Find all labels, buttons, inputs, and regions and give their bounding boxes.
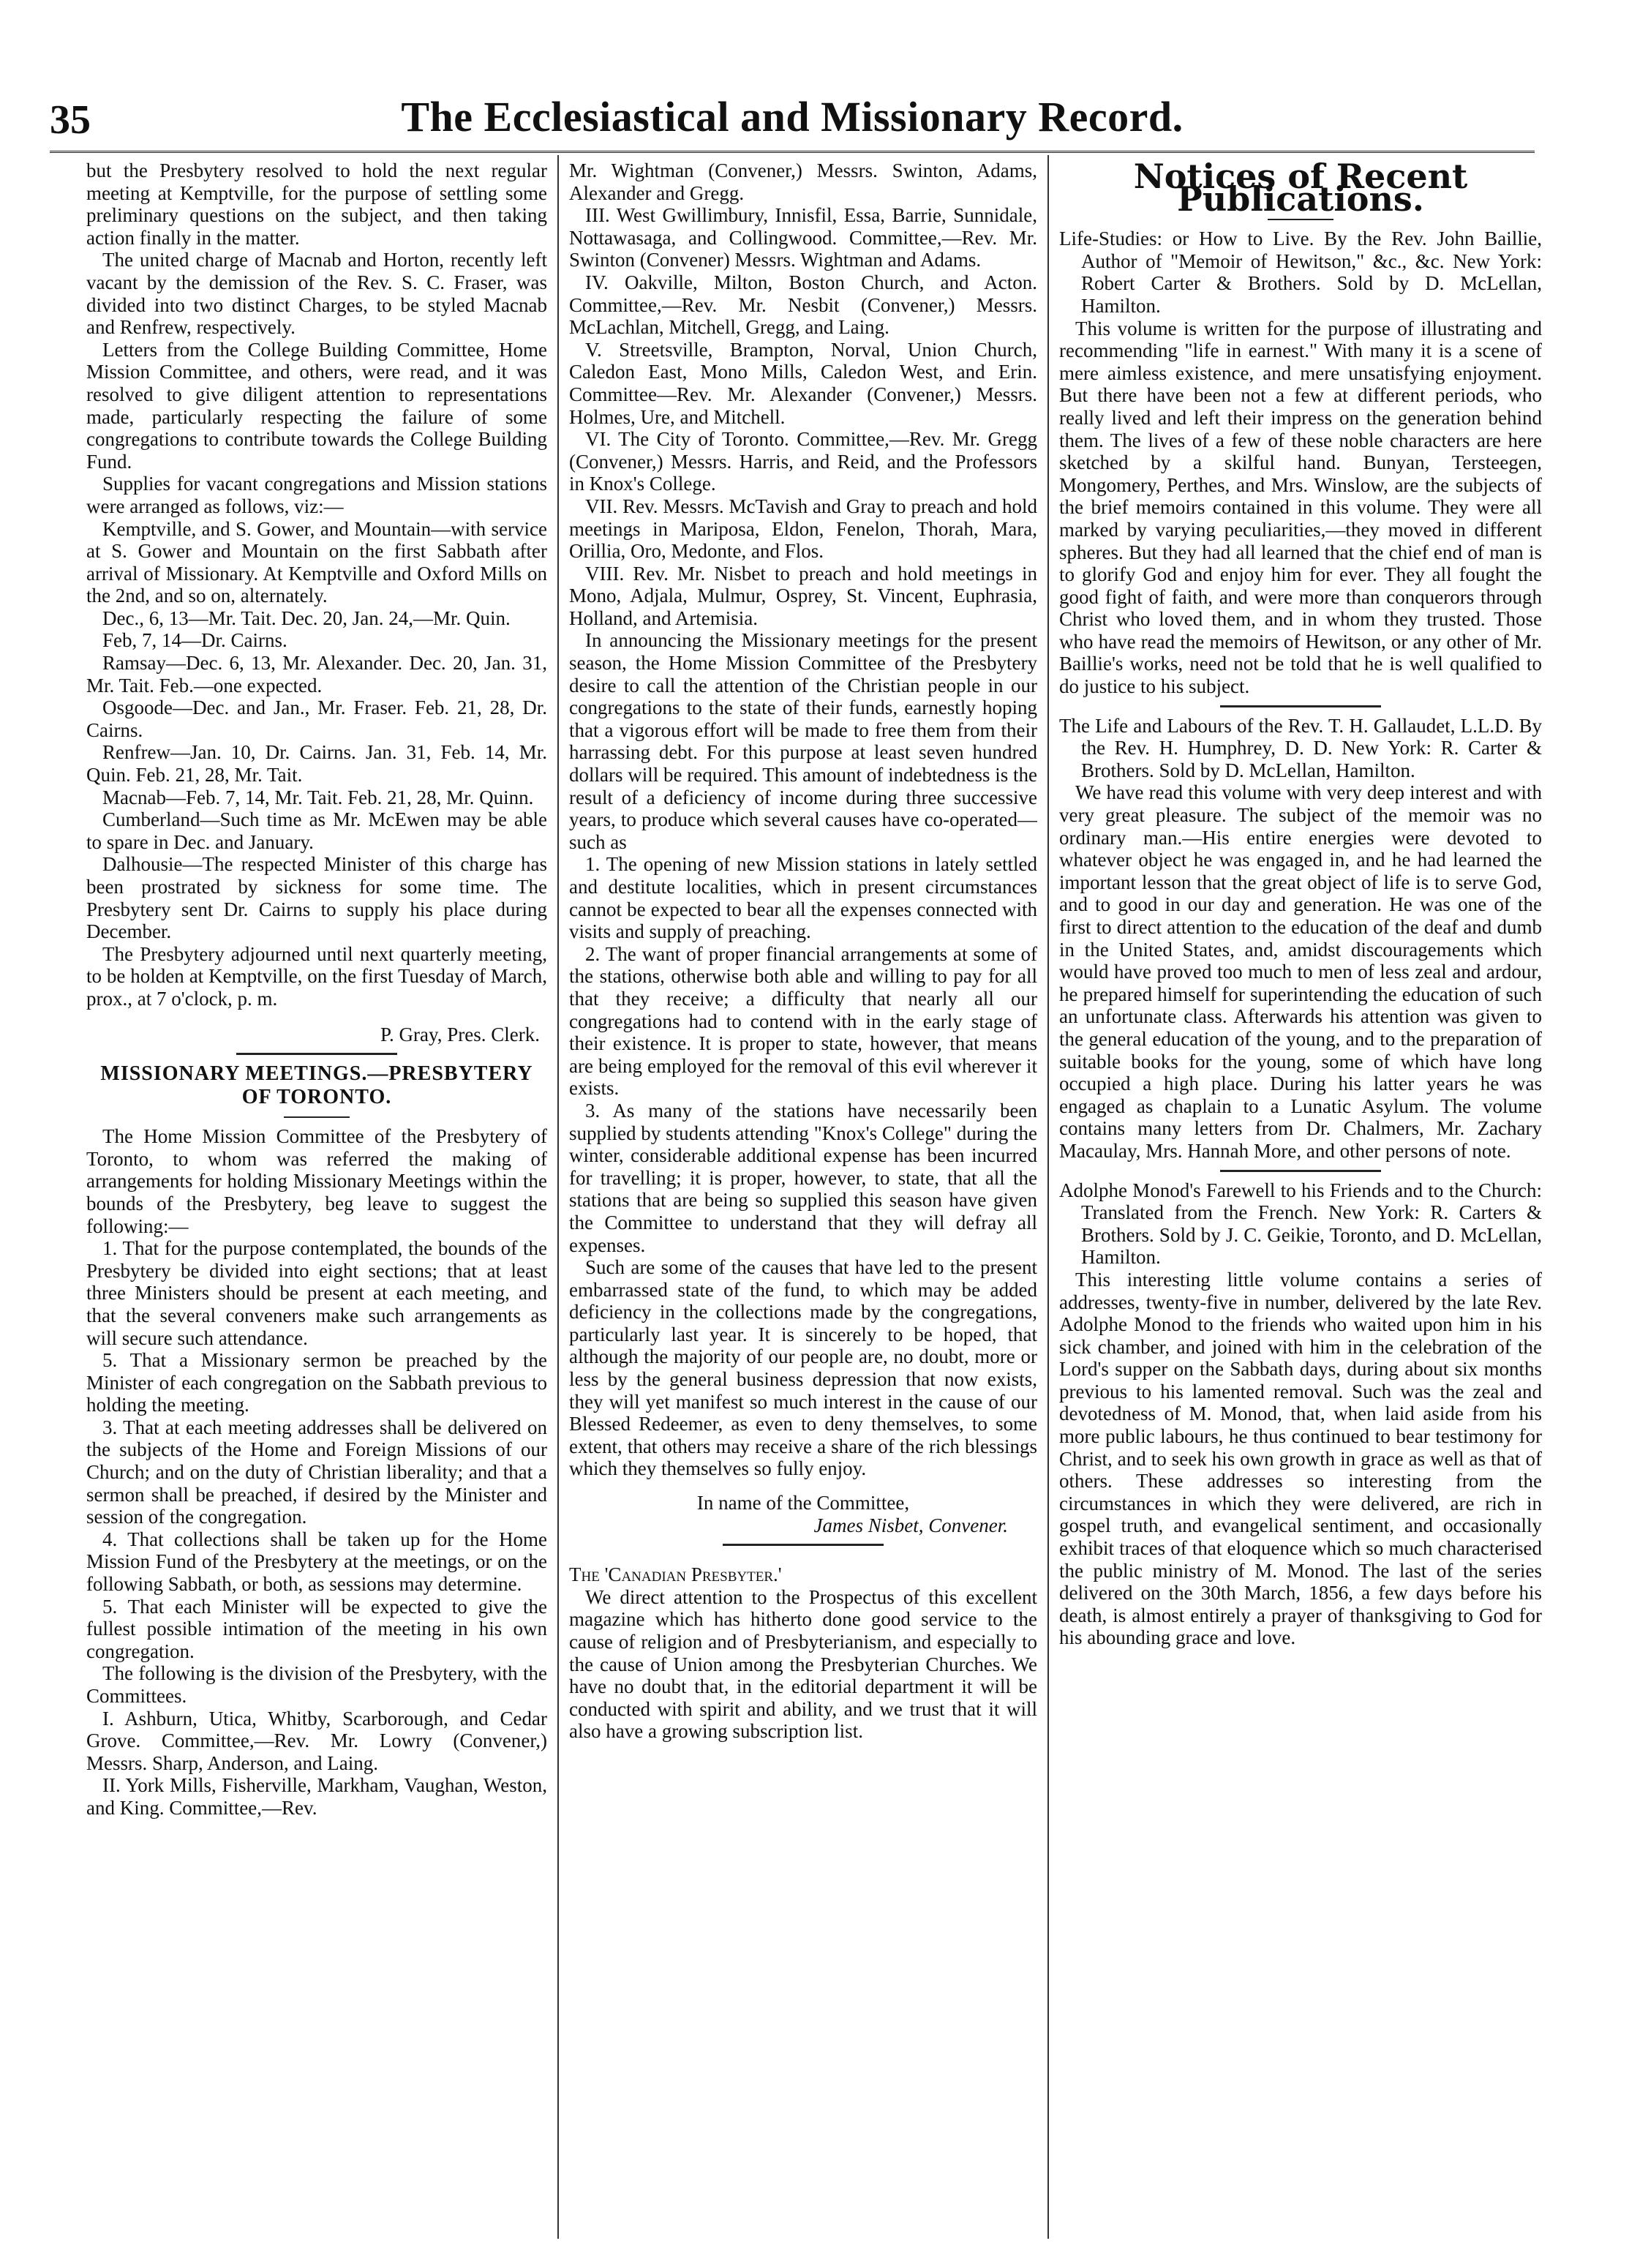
- paragraph: Supplies for vacant congregations and Mission stations were arranged as follows, viz:—: [86, 473, 547, 517]
- section-separator: [1220, 1170, 1381, 1172]
- paragraph: 4. That collections shall be taken up for the Home Mission Fund of the Presbytery at the meetings, or on the following Sabbath, or both, as sessions may determine.: [86, 1528, 547, 1596]
- paragraph: Dec., 6, 13—Mr. Tait. Dec. 20, Jan. 24,—Mr. Quin.: [102, 607, 511, 629]
- paragraph: 2. The want of proper financial arrangements at some of the stations, otherwise both able and willing to pay for all that they receive; a difficulty that nearly all our congregations had to contend with in the early stage of their existence. It is proper to state, however, that means are being employed for the removal of this evil wherever it exists.: [569, 942, 1037, 1100]
- paragraph: Cumberland—Such time as Mr. McEwen may be able to spare in Dec. and January.: [86, 808, 547, 853]
- paragraph: Such are some of the causes that have led to the present embarrassed state of the fund, to which may be added deficiency in the collections made by the congregations, particularly last year. It is sincerely to be hoped, that although the majority of our people are, no doubt, more or less by the general business depression that now exists, they will yet manifest so much interest in the cause of our Blessed Redeemer, as even to deny themselves, to some extent, that others may receive a share of the rich blessings which they themselves so fully enjoy.: [569, 1256, 1037, 1480]
- running-title: The Ecclesiastical and Missionary Record.: [401, 93, 1184, 140]
- paragraph: Letters from the College Building Committee, Home Mission Committee, and others, were read, and it was resolved to give diligent attention to representations made, particularly respecting the failure of some congregations to contribute towards the College Building Fund.: [86, 338, 547, 473]
- paragraph: We have read this volume with very deep interest and with very great pleasure. The subject of the memoir was no ordinary man.—His entire energies were devoted to whatever object he was engaged in, and he had learned the important lesson that the great object of life is to serve God, and to good in our day and generation. He was one of the first to direct attention to the education of the deaf and dumb in the United States, and, amidst discouragements which would have proved too much to men of less zeal and ardour, he prepared himself for superintending the education of such an unfortunate class. Afterwards his attention was given to the general education of the young, and to the preparation of suitable books for the young, some of which have long occupied a high place. During his latter years he was engaged as chaplain to a Lunatic Asylum. The volume contains many letters from Dr. Chalmers, Mr. Zachary Macaulay, Mrs. Hannah More, and other persons of note.: [1059, 781, 1542, 1162]
- clerk-signature: P. Gray, Pres. Clerk.: [380, 1023, 540, 1045]
- column-middle: [569, 159, 1037, 2239]
- paragraph: Ramsay—Dec. 6, 13, Mr. Alexander. Dec. 20, Jan. 31, Mr. Tait. Feb.—one expected.: [86, 652, 547, 696]
- paragraph: 3. That at each meeting addresses shall be delivered on the subjects of the Home and Foreign Missions of our Church; and on the duty of Christian liberality; and that a sermon shall be preached, if desired by the Minister and session of the congregation.: [86, 1416, 547, 1528]
- paragraph: Mr. Wightman (Convener,) Messrs. Swinton, Adams, Alexander and Gregg.: [569, 159, 1037, 204]
- section-title: MISSIONARY MEETINGS.—PRESBYTERY OF TORONTO.: [100, 1062, 533, 1109]
- paragraph: Feb, 7, 14—Dr. Cairns.: [102, 629, 287, 652]
- header-rule: [50, 151, 1535, 153]
- paragraph: The following is the division of the Presbytery, with the Committees.: [86, 1662, 547, 1707]
- paragraph: In announcing the Missionary meetings for the present season, the Home Mission Committee of the Presbytery desire to call the attention of the Christian people in our congregations to the state of their funds, earnestly hoping that a vigorous effort will be made to free them from their harrassing debt. For this purpose at least seven hundred dollars will be required. This amount of indebtedness is the result of a deficiency of income during three successive years, to produce which several causes have co-operated—such as: [569, 629, 1037, 853]
- paragraph: Osgoode—Dec. and Jan., Mr. Fraser. Feb. 21, 28, Dr. Cairns.: [86, 696, 547, 741]
- paragraph: I. Ashburn, Utica, Whitby, Scarborough, and Cedar Grove. Committee,—Rev. Mr. Lowry (Convener,) Messrs. Sharp, Anderson, and Laing.: [86, 1707, 547, 1774]
- paragraph: Macnab—Feb. 7, 14, Mr. Tait. Feb. 21, 28, Mr. Quinn.: [102, 786, 534, 808]
- page-header: [50, 92, 1535, 151]
- paragraph: 5. That each Minister will be expected to give the fullest possible intimation of the meeting in his own congregation.: [86, 1595, 547, 1662]
- column-left: [86, 159, 547, 2239]
- paragraph: II. York Mills, Fisherville, Markham, Vaughan, Weston, and King. Committee,—Rev.: [86, 1774, 547, 1819]
- section-separator: [723, 1544, 884, 1546]
- paragraph: 3. As many of the stations have necessarily been supplied by students attending "Knox's College" during the winter, considerable additional expense has been incurred for travelling; it is proper, however, to state, that all the stations that are being so supplied this season have given the Committee to understand that they will defray all expenses.: [569, 1099, 1037, 1256]
- paragraph: This interesting little volume contains a series of addresses, twenty-five in number, delivered by the late Rev. Adolphe Monod to the friends who waited upon him in his sick chamber, and joined with him in the celebration of the Lord's supper on the Sabbath days, during about six months previous to his lamented removal. Such was the zeal and devotedness of M. Monod, that, when laid aside from his more public labours, he thus continued to bear testimony for Christ, and to seek his own growth in grace as well as that of others. These addresses so interesting from the circumstances in which they were delivered, are rich in gospel truth, and evangelical sentiment, and occasionally exhibit traces of that eloquence which so much characterised the public ministry of M. Monod. The last of the series delivered on the 30th March, 1856, a few days before his death, is almost entirely a prayer of thanksgiving to God for his abounding grace and love.: [1059, 1268, 1542, 1649]
- column-divider: [1047, 155, 1049, 2239]
- section-separator: [236, 1053, 397, 1055]
- section-separator: [1220, 705, 1381, 707]
- committee-line: In name of the Committee,: [696, 1492, 910, 1514]
- paragraph: but the Presbytery resolved to hold the next regular meeting at Kemptville, for the purpose of settling some preliminary questions on the subject, and then taking action finally in the matter.: [86, 159, 547, 249]
- page-number: 35: [50, 97, 91, 143]
- paragraph: VIII. Rev. Mr. Nisbet to preach and hold meetings in Mono, Adjala, Mulmur, Osprey, St. Vincent, Euphrasia, Holland, and Artemisia.: [569, 562, 1037, 629]
- section-separator: [1268, 219, 1333, 220]
- paragraph: V. Streetsville, Brampton, Norval, Union Church, Caledon East, Mono Mills, Caledon West, and Erin. Committee—Rev. Mr. Alexander (Convener,) Messrs. Holmes, Ure, and Mitchell.: [569, 338, 1037, 428]
- paragraph: IV. Oakville, Milton, Boston Church, and Acton. Committee,—Rev. Mr. Nesbit (Convener,) Messrs. McLachlan, Mitchell, Gregg, and Laing.: [569, 271, 1037, 339]
- item-heading: The 'Canadian Presbyter.': [569, 1563, 782, 1586]
- paragraph: VII. Rev. Messrs. McTavish and Gray to preach and hold meetings in Mariposa, Eldon, Fenelon, Thorah, Mara, Orillia, Oro, Medonte, and Flos.: [569, 495, 1037, 563]
- book-citation: The Life and Labours of the Rev. T. H. Gallaudet, L.L.D. By the Rev. H. Humphrey, D. D. New York: R. Carter & Brothers. Sold by D. McLellan, Hamilton.: [1059, 714, 1542, 781]
- paragraph: 1. The opening of new Mission stations in lately settled and destitute localities, which in present circumstances cannot be expected to bear all the expenses connected with visits and supply of preaching.: [569, 853, 1037, 943]
- paragraph: The Presbytery adjourned until next quarterly meeting, to be holden at Kemptville, on the first Tuesday of March, prox., at 7 o'clock, p. m.: [86, 942, 547, 1010]
- paragraph: 5. That a Missionary sermon be preached by the Minister of each congregation on the Sabbath previous to holding the meeting.: [86, 1349, 547, 1416]
- paragraph: The united charge of Macnab and Horton, recently left vacant by the demission of the Rev. S. C. Fraser, was divided into two distinct Charges, to be styled Macnab and Renfrew, respectively.: [86, 249, 547, 339]
- column-right: [1059, 159, 1542, 2239]
- section-title: Notices of Recent Publications.: [1133, 159, 1468, 219]
- paragraph: We direct attention to the Prospectus of this excellent magazine which has hitherto done good service to the cause of religion and of Presbyterianism, and especially to the cause of Union among the Presbyterian Churches. We have no doubt that, in the editorial department it will be conducted with spirit and ability, and we trust that it will also have a growing subscription list.: [569, 1585, 1037, 1743]
- paragraph: Renfrew—Jan. 10, Dr. Cairns. Jan. 31, Feb. 14, Mr. Quin. Feb. 21, 28, Mr. Tait.: [86, 741, 547, 786]
- paragraph: VI. The City of Toronto. Committee,—Rev. Mr. Gregg (Convener,) Messrs. Harris, and Reid, and the Professors in Knox's College.: [569, 428, 1037, 495]
- book-citation: Life-Studies: or How to Live. By the Rev. John Baillie, Author of "Memoir of Hewitson," &c., &c. New York: Robert Carter & Brothers. Sold by D. McLellan, Hamilton.: [1059, 228, 1542, 317]
- section-separator: [284, 1116, 350, 1118]
- paragraph: 1. That for the purpose contemplated, the bounds of the Presbytery be divided into eight sections; that at least three Ministers should be present at each meeting, and that the several conveners make such arrangements as will secure such attendance.: [86, 1237, 547, 1349]
- paragraph: Dalhousie—The respected Minister of this charge has been prostrated by sickness for some time. The Presbytery sent Dr. Cairns to supply his place during December.: [86, 853, 547, 943]
- paragraph: III. West Gwillimbury, Innisfil, Essa, Barrie, Sunnidale, Nottawasaga, and Collingwood. Committee,—Rev. Mr. Swinton (Convener) Messrs. Wightman and Adams.: [569, 204, 1037, 271]
- convener-signature: James Nisbet, Convener.: [813, 1514, 1008, 1536]
- paragraph: Kemptville, and S. Gower, and Mountain—with service at S. Gower and Mountain on the first Sabbath after arrival of Missionary. At Kemptville and Oxford Mills on the 2nd, and so on, alternately.: [86, 517, 547, 607]
- book-citation: Adolphe Monod's Farewell to his Friends and to the Church: Translated from the French. New York: R. Carters & Brothers. Sold by J. C. Geikie, Toronto, and D. McLellan, Hamilton.: [1059, 1179, 1542, 1269]
- paragraph: This volume is written for the purpose of illustrating and recommending "life in earnest." With many it is a scene of mere aimless existence, and mere unsatisfying enjoyment. But there have been not a few at different periods, who really lived and left their impress on the generation behind them. The lives of a few of these noble characters are here sketched by a skilful hand. Bunyan, Tersteegen, Mongomery, Perthes, and Mrs. Winslow, are the subjects of the brief memoirs contained in this volume. They were all marked by varying peculiarities,—they moved in different spheres. But they had all learned that the chief end of man is to glorify God and enjoy him for ever. They all fought the good fight of faith, and were more than conquerors through Christ who loved them, and in whom they trusted. Those who have read the memoirs of Hewitson, or any other of Mr. Baillie's works, need not be told that he is well qualified to do justice to his subject.: [1059, 317, 1542, 698]
- paragraph: The Home Mission Committee of the Presbytery of Toronto, to whom was referred the making of arrangements for holding Missionary Meetings within the bounds of the Presbytery, beg leave to suggest the following:—: [86, 1125, 547, 1237]
- column-divider: [557, 155, 559, 2239]
